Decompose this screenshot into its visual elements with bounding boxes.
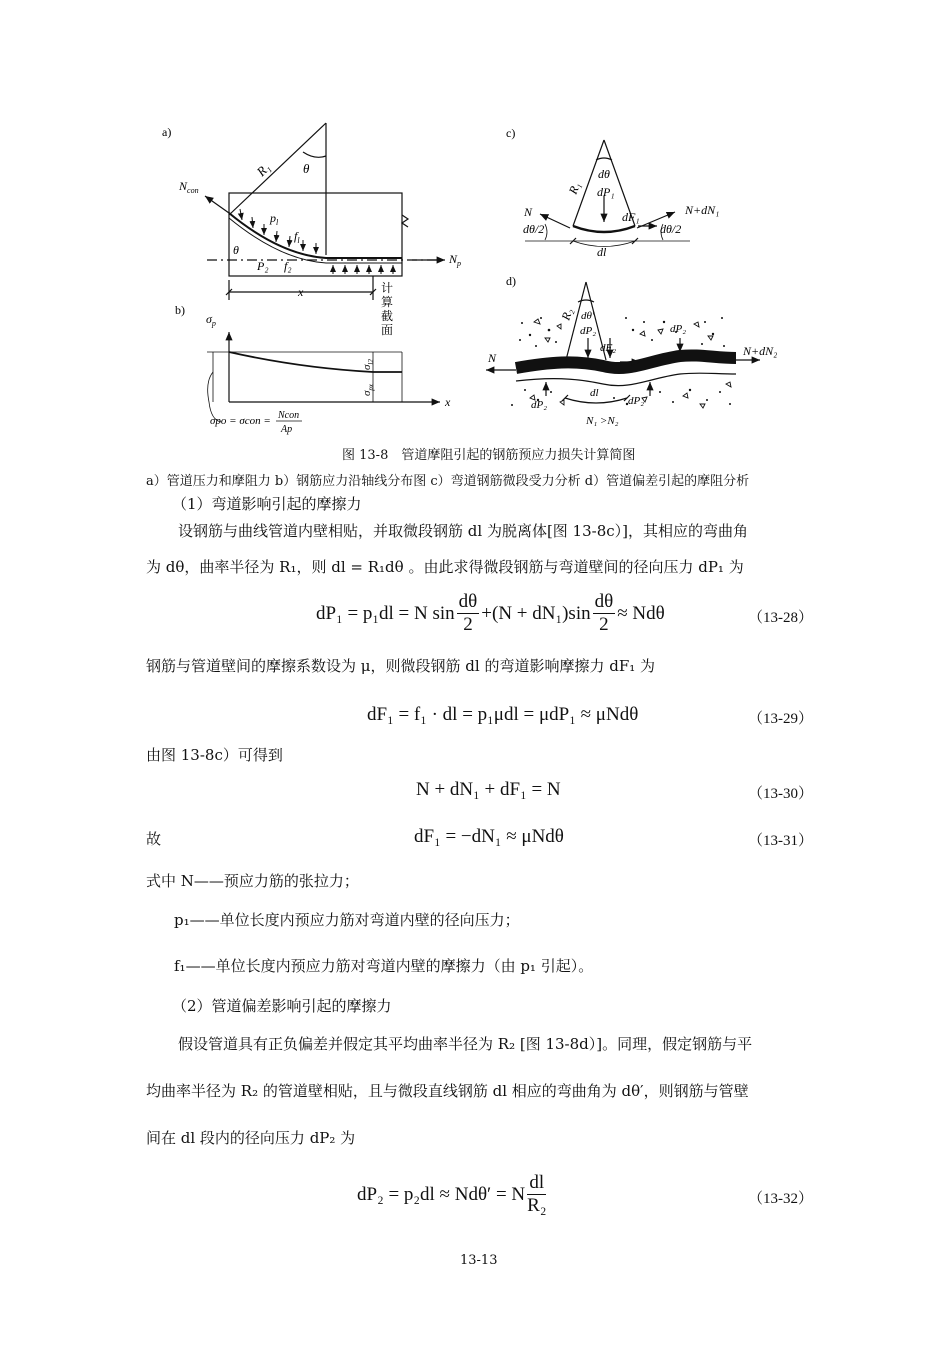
equation-number-13-28: （13-28） <box>748 610 813 626</box>
page-number: 13-13 <box>460 1253 498 1268</box>
eq28-lhs: dP₁ = p₁dl = N sin <box>316 602 455 624</box>
section-1-title: （1）弯道影响引起的摩擦力 <box>172 495 362 513</box>
b-sigma-px-label: $\sigma_{px}$ <box>361 383 375 396</box>
equation-13-32 <box>357 1172 548 1217</box>
svg-text:算: 算 <box>381 295 394 309</box>
paragraph-5-line-2: 均曲率半径为 R₂ 的管道壁相贴，且与微段直线钢筋 dl 相应的弯曲角为 dθ′，则钢筋与管壁 <box>146 1082 749 1100</box>
d-n1n2-label: N₁ >N₂ <box>586 415 619 427</box>
panel-a <box>205 123 445 300</box>
figure-caption-subtitle: a）管道压力和摩阻力 b）钢筋应力沿轴线分布图 c）弯道钢筋微段受力分析 d）管道偏差引起的摩阻分析 <box>146 474 750 489</box>
a-r1-label: R₁ <box>253 159 273 180</box>
panel-d-label: d) <box>506 274 516 288</box>
equation-number-13-30: （13-30） <box>748 786 813 802</box>
figure-caption-title: 图 13-8 管道摩阻引起的钢筋预应力损失计算简图 <box>342 448 636 463</box>
a-theta2-label: θ <box>233 243 239 257</box>
d-dl-label: dl <box>590 387 599 399</box>
paragraph-1-line-1: 设钢筋与曲线管道内壁相贴，并取微段钢筋 dl 为脱离体[图 13-8c）]，其相应的弯曲角 <box>178 522 749 540</box>
paragraph-4-label: 故 <box>146 830 162 848</box>
svg-text:计: 计 <box>381 281 394 295</box>
c-df1-label: dF₁ <box>622 210 640 224</box>
figure-13-8 <box>0 0 952 460</box>
a-fl-label: $f_l$ <box>294 229 300 245</box>
panel-b <box>207 332 440 422</box>
d-ndn2-label: N+dN₂ <box>743 344 778 358</box>
equation-13-30: N + dN₁ + dF₁ = N <box>416 779 561 800</box>
paragraph-2: 钢筋与管道壁间的摩擦系数设为 μ，则微段钢筋 dl 的弯道影响摩擦力 dF₁ 为 <box>146 657 656 675</box>
d-dtheta-label: dθ′ <box>581 310 595 322</box>
paragraph-3: 由图 13-8c）可得到 <box>146 746 283 764</box>
b-sigma-l2-label: $\sigma_{l2}$ <box>361 359 375 370</box>
d-dp2-b: dP₂ <box>670 323 687 335</box>
a-section-label <box>381 280 393 337</box>
definition-p1: p₁——单位长度内预应力筋对弯道内壁的径向压力； <box>174 911 520 929</box>
a-f2-label: f₂ <box>284 259 292 273</box>
b-formula-num: Ncon <box>278 410 300 421</box>
eq28-fraction-1: $\frac{d\theta}{2}$ <box>458 591 478 635</box>
a-ncon-label: $N_{con}$ <box>179 179 199 195</box>
c-dtheta-label: dθ <box>598 167 610 181</box>
d-dp2-d: dP₂ <box>628 395 645 407</box>
paragraph-1-line-2: 为 dθ，曲率半径为 R₁，则 dl = R₁dθ 。由此求得微段钢筋与弯道壁间的径向压力 dP₁ 为 <box>146 558 744 576</box>
a-np-label: $N_p$ <box>449 252 462 268</box>
section-2-title: （2）管道偏差影响引起的摩擦力 <box>172 997 392 1015</box>
c-ndn1-label: N+dN₁ <box>685 203 720 217</box>
c-dp1-label: dP₁ <box>597 185 615 199</box>
paragraph-5-line-3: 间在 dl 段内的径向压力 dP₂ 为 <box>146 1129 356 1147</box>
b-sigma-p-label: $\sigma_p$ <box>206 312 216 328</box>
equation-13-28 <box>316 591 665 636</box>
d-df2-label: dF₂ <box>600 342 617 354</box>
panel-b-label: b) <box>175 303 185 317</box>
b-formula-left: σpo = σcon = <box>210 415 271 427</box>
eq28-fraction-2: $\frac{d\theta}{2}$ <box>594 591 614 635</box>
c-n-label: N <box>524 205 533 219</box>
eq32-lhs: dP₂ = p₂dl ≈ Ndθ′ = N <box>357 1183 526 1205</box>
paragraph-5-line-1: 假设管道具有正负偏差并假定其平均曲率半径为 R₂ [图 13-8d）]。同理，假定钢筋与平 <box>178 1035 753 1053</box>
svg-text:截: 截 <box>381 309 394 323</box>
panel-a-label: a) <box>162 125 172 139</box>
panel-c-label: c) <box>506 126 516 140</box>
equation-13-31: dF₁ = −dN₁ ≈ μNdθ <box>414 826 564 847</box>
d-dp2-a: dP₂ <box>580 325 597 337</box>
svg-text:面: 面 <box>381 323 394 337</box>
d-n-label: N <box>488 351 497 365</box>
a-pl-label: $p_l$ <box>270 211 279 227</box>
a-p2-label: P₂ <box>257 259 269 273</box>
a-x-label: x <box>298 285 304 299</box>
equation-number-13-32: （13-32） <box>748 1191 813 1207</box>
d-dp2-c: dP₂ <box>531 399 548 411</box>
equation-13-29: dF₁ = f₁ · dl = p₁μdl = μdP₁ ≈ μNdθ <box>367 704 639 725</box>
c-dtheta2-right: dθ/2 <box>660 222 682 236</box>
definition-f1: f₁——单位长度内预应力筋对弯道内壁的摩擦力（由 p₁ 引起）。 <box>174 957 594 975</box>
b-x-label: x <box>445 395 451 409</box>
d-r2-label: R₂ <box>558 306 576 322</box>
c-dtheta2-left: dθ/2 <box>523 222 545 236</box>
b-formula-den: Ap <box>281 424 293 435</box>
equation-number-13-31: （13-31） <box>748 833 813 849</box>
c-r1-label: R₁ <box>565 180 584 197</box>
definition-n: 式中 N——预应力筋的张拉力； <box>146 872 359 890</box>
eq32-fraction: $\frac{dl}{\text{R₂}}$ <box>527 1172 547 1216</box>
a-theta-label: θ <box>303 161 310 176</box>
equation-number-13-29: （13-29） <box>748 711 813 727</box>
eq28-rhs: ≈ Ndθ <box>617 602 665 624</box>
eq28-mid: +(N + dN₁)sin <box>481 602 591 624</box>
c-dl-label: dl <box>597 245 607 259</box>
panel-d <box>486 282 760 408</box>
